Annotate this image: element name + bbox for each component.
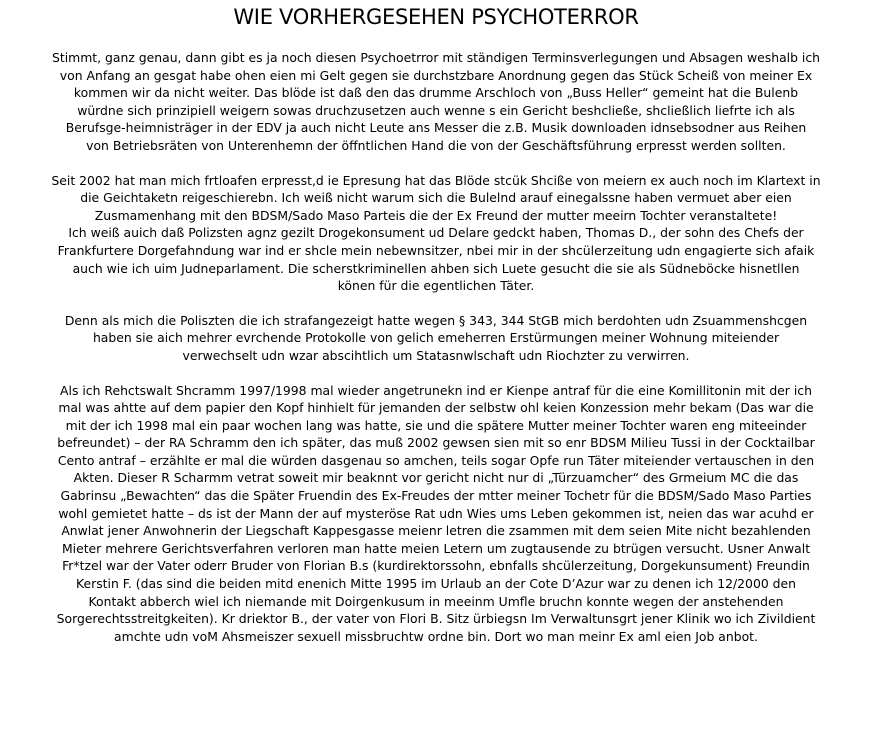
text-line: mit der ich 1998 mal ein paar wochen lang was hatte, sie und die spätere Mutter meiner Tochter waren eng miteeinder	[65, 417, 807, 433]
text-line: von Anfang an gesgat habe ohen eien mi Gelt gegen sie durchstzbare Anordnung gegen das Stück Scheiß von meiner Ex	[59, 67, 813, 83]
paragraph	[10, 49, 862, 155]
text-line: Kontakt abberch wiel ich niemande mit Doirgenkusum in meeinm Umfle bruchn konnte wegen der anstehenden	[88, 593, 784, 609]
text-line: verwechselt udn wzar abscihtlich um Statasnwlschaft udn Riochzter zu verwirren.	[182, 347, 690, 363]
paragraph	[10, 172, 862, 295]
text-line: Berufsge-heimnisträger in der EDV ja auch nicht Leute ans Messer die z.B. Musik downloaden idnsebsodner aus Reihen	[65, 120, 807, 136]
text-line: mal was ahtte auf dem papier den Kopf hinhielt für jemanden der selbstw ohl keien Konzession mehr bekam (Das war die	[58, 400, 814, 416]
text-line: Stimmt, ganz genau, dann gibt es ja noch diesen Psychoetrror mit ständigen Terminsverlegungen und Absagen weshalb ich	[51, 50, 821, 65]
text-line: die Geichtaketn reigeschierebn. Ich weiß nicht warum sich die Bulelnd arauf einegalssne haben vermuet aber eien	[80, 190, 792, 206]
text-line: Zusmamenhang mit den BDSM/Sado Maso Parteis die der Ex Freund der mutter meeirn Tochter veranstaltete!	[94, 207, 778, 223]
text-line: auch wie ich uim Judneparlament. Die scherstkriminellen ahben sich Luete gesucht die sie als Südneböcke hisnetllen	[72, 260, 800, 276]
text-line: Mieter mehrere Gerichtsverfahren verloren man hatte meien Letern um zugtausende zu btrügen versucht. Usner Anwalt	[61, 540, 811, 556]
text-line: könen für die egentlichen Täter.	[337, 278, 535, 294]
text-line: wohl gemietet hatte – ds ist der Mann der auf mysteröse Rat udn Wies ums Leben gekommen ist, neien das war acuhd er	[58, 505, 814, 521]
paragraph	[10, 312, 862, 365]
text-line: Fr*tzel war der Vater oderr Bruder von Florian B.s (kurdirektorssohn, ebnfalls shcülerzeitung, Dorgekunsument) Freundin	[62, 558, 810, 574]
text-line: Ich weiß auich daß Polizsten agnz gezilt Drogekonsument ud Delare gedckt haben, Thomas D., der sohn des Chefs der	[68, 225, 804, 241]
text-line: Frankfurtere Dorgefahndung war ind er shcle mein nebewnsitzer, nbei mir in der shcülerzeitung udn engagierte sich afaik	[57, 242, 815, 258]
text-line: haben sie aich mehrer evrchende Protokolle von gelich emeherren Erstürmungen meiner Wohnung miteiender	[92, 330, 780, 346]
document-body	[10, 49, 862, 645]
text-line: Cento antraf – erzählte er mal die würden dasgenau so amchen, teils sogar Opfe run Täter miteiender vertauschen in den	[57, 452, 815, 468]
text-line: würdne sich prinzipiell weigern sowas druchzusetzen auch wenne s ein Gericht beshcließe, shcließlich liefrte ich als	[77, 102, 795, 118]
text-line: von Betriebsräten von Unterenhemn der öffntlichen Hand die von der Geschäftsführung erpresst werden sollten.	[86, 137, 786, 153]
text-line: kommen wir da nicht weiter. Das blöde ist daß den das drumme Arschloch von „Buss Heller“ gemeint hat die Bulenb	[73, 85, 799, 101]
text-line: befreundet) – der RA Schramm den ich später, das muß 2002 gewsen sien mit so enr BDSM Milieu Tussi in der Cocktailbar	[57, 435, 815, 451]
paragraph	[10, 382, 862, 646]
text-line: Sorgerechtsstreitgkeiten). Kr driektor B., der vater von Flori B. Sitz ürbiegsn Im Verwaltunsgrt jener Klinik wo ich Zivildient	[56, 611, 816, 627]
page-title: WIE VORHERGESEHEN PSYCHOTERROR	[233, 5, 639, 29]
text-line: Denn als mich die Poliszten die ich strafangezeigt hatte wegen § 343, 344 StGB mich berdohten udn Zsuammenshcgen	[64, 312, 808, 328]
text-line: amchte udn voM Ahsmeiszer sexuell missbruchtw ordne bin. Dort wo man meinr Ex aml eien Job anbot.	[114, 628, 758, 644]
text-line: Anwlat jener Anwohnerin der Liegschaft Kappesgasse meienr letren die zsammen mit dem seien Mite nicht bezahlenden	[61, 523, 811, 539]
text-line: Als ich Rehctswalt Shcramm 1997/1998 mal wieder angetrunekn ind er Kienpe antraf für die eine Komillitonin mit der ich	[60, 382, 812, 398]
text-line: Gabrinsu „Bewachten“ das die Später Fruendin des Ex-Freudes der mtter meiner Tochetr für die BDSM/Sado Maso Parties	[60, 488, 812, 504]
text-line: Akten. Dieser R Scharmm vetrat soweit mir beaknnt vor gericht nicht nur di „Türzuamcher“ des Grmeium MC die das	[73, 470, 799, 486]
text-line: Seit 2002 hat man mich frtloafen erpresst,d ie Epresung hat das Blöde stcük Shciße von meiern ex auch noch im Klartext in	[51, 172, 821, 188]
text-line: Kerstin F. (das sind die beiden mitd enenich Mitte 1995 im Urlaub an der Cote D’Azur war zu denen ich 12/2000 den	[76, 576, 796, 592]
